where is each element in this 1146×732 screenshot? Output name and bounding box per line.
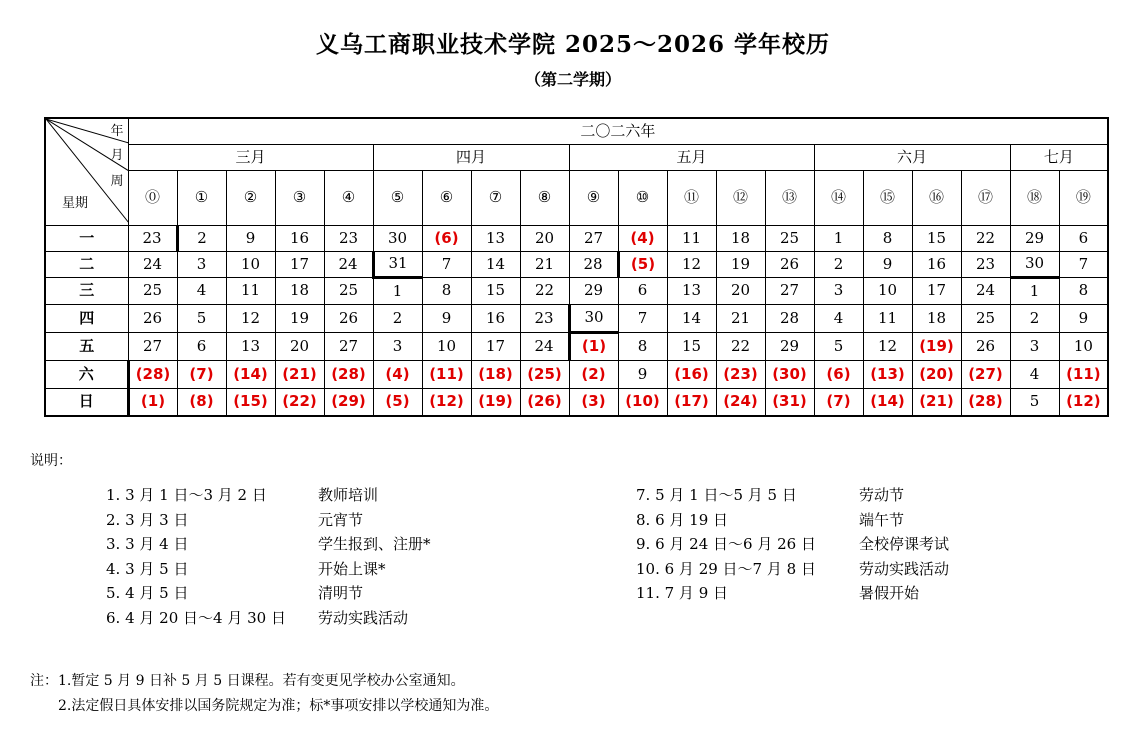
corner-year-label: 年 — [110, 124, 124, 139]
footer-line: 2.法定假日具体安排以国务院规定为准；标*事项安排以学校通知为准。 — [30, 698, 499, 714]
page-title: 义乌工商职业技术学院 2025～2026 学年校历 — [315, 31, 831, 58]
holiday-date-cell: (25) — [520, 360, 569, 388]
date-cell: 23 — [324, 225, 373, 251]
holiday-date-cell: (30) — [765, 360, 814, 388]
date-cell: 5 — [177, 304, 226, 332]
note-event: 端午节 — [859, 510, 905, 529]
holiday-date-cell: (5) — [618, 251, 667, 277]
weekday-label: 四 — [45, 304, 128, 332]
holiday-date-cell: (22) — [275, 388, 324, 416]
date-cell: 29 — [765, 332, 814, 360]
holiday-date-cell: (12) — [422, 388, 471, 416]
date-cell: 20 — [520, 225, 569, 251]
date-cell: 2 — [814, 251, 863, 277]
date-cell: 14 — [471, 251, 520, 277]
holiday-date-cell: (6) — [814, 360, 863, 388]
holiday-date-cell: (3) — [569, 388, 618, 416]
weekday-label: 六 — [45, 360, 128, 388]
date-cell: 21 — [716, 304, 765, 332]
date-cell: 11 — [226, 277, 275, 304]
holiday-date-cell: (23) — [716, 360, 765, 388]
note-event: 元宵节 — [318, 510, 364, 529]
date-cell: 18 — [275, 277, 324, 304]
date-cell: 13 — [226, 332, 275, 360]
table-row — [45, 360, 1108, 388]
table-row — [45, 251, 1108, 277]
holiday-date-cell: (13) — [863, 360, 912, 388]
date-cell: 16 — [471, 304, 520, 332]
week-number: ⑬ — [765, 170, 814, 225]
holiday-date-cell: (18) — [471, 360, 520, 388]
note-date: 8. 6 月 19 日 — [636, 510, 729, 529]
note-event: 暑假开始 — [859, 584, 920, 603]
date-cell: 5 — [814, 332, 863, 360]
table-row — [45, 304, 1108, 332]
date-cell: 20 — [275, 332, 324, 360]
date-cell: 4 — [814, 304, 863, 332]
note-date: 5. 4 月 5 日 — [106, 584, 189, 603]
week-number: ⑭ — [814, 170, 863, 225]
month-header: 六月 — [814, 144, 1010, 170]
date-cell: 24 — [520, 332, 569, 360]
date-cell: 15 — [667, 332, 716, 360]
note-date: 11. 7 月 9 日 — [636, 584, 729, 603]
date-cell: 25 — [324, 277, 373, 304]
date-cell: 11 — [667, 225, 716, 251]
holiday-date-cell: (17) — [667, 388, 716, 416]
week-number: ⑯ — [912, 170, 961, 225]
week-number: ⑮ — [863, 170, 912, 225]
date-cell: 17 — [912, 277, 961, 304]
date-cell: 9 — [422, 304, 471, 332]
date-cell: 10 — [1059, 332, 1108, 360]
holiday-date-cell: (19) — [471, 388, 520, 416]
holiday-date-cell: (11) — [422, 360, 471, 388]
date-cell: 17 — [275, 251, 324, 277]
note-event: 学生报到、注册* — [318, 535, 431, 554]
table-row — [45, 277, 1108, 304]
date-cell: 20 — [716, 277, 765, 304]
week-number: ② — [226, 170, 275, 225]
note-event: 教师培训 — [318, 486, 379, 504]
holiday-date-cell: (1) — [128, 388, 177, 416]
note-event: 开始上课* — [318, 559, 386, 578]
holiday-date-cell: (4) — [618, 225, 667, 251]
week-number: ⓪ — [128, 170, 177, 225]
week-number: ⑩ — [618, 170, 667, 225]
note-event: 劳动节 — [859, 486, 905, 504]
holiday-date-cell: (16) — [667, 360, 716, 388]
date-cell: 25 — [128, 277, 177, 304]
date-cell: 12 — [226, 304, 275, 332]
date-cell: 18 — [716, 225, 765, 251]
date-cell: 31 — [373, 251, 422, 277]
date-cell: 22 — [961, 225, 1010, 251]
date-cell: 25 — [765, 225, 814, 251]
date-cell: 6 — [618, 277, 667, 304]
month-header: 五月 — [569, 144, 814, 170]
date-cell: 8 — [422, 277, 471, 304]
holiday-date-cell: (15) — [226, 388, 275, 416]
holiday-date-cell: (7) — [177, 360, 226, 388]
date-cell: 7 — [422, 251, 471, 277]
week-number: ⑪ — [667, 170, 716, 225]
holiday-date-cell: (27) — [961, 360, 1010, 388]
date-cell: 1 — [373, 277, 422, 304]
holiday-date-cell: (2) — [569, 360, 618, 388]
date-cell: 15 — [471, 277, 520, 304]
note-event: 清明节 — [318, 584, 364, 603]
note-date: 1. 3 月 1 日～3 月 2 日 — [106, 486, 267, 504]
date-cell: 28 — [569, 251, 618, 277]
note-date: 3. 3 月 4 日 — [106, 535, 189, 554]
holiday-date-cell: (21) — [275, 360, 324, 388]
holiday-date-cell: (6) — [422, 225, 471, 251]
date-cell: 10 — [226, 251, 275, 277]
footer-line: 注：1.暂定 5 月 9 日补 5 月 5 日课程。若有变更见学校办公室通知。 — [30, 673, 465, 689]
note-date: 7. 5 月 1 日～5 月 5 日 — [636, 486, 797, 504]
note-date: 9. 6 月 24 日～6 月 26 日 — [636, 535, 816, 554]
note-event: 劳动实践活动 — [859, 559, 950, 578]
date-cell: 23 — [128, 225, 177, 251]
week-number: ① — [177, 170, 226, 225]
holiday-date-cell: (12) — [1059, 388, 1108, 416]
date-cell: 17 — [471, 332, 520, 360]
date-cell: 29 — [569, 277, 618, 304]
date-cell: 27 — [569, 225, 618, 251]
date-cell: 3 — [814, 277, 863, 304]
date-cell: 1 — [1010, 277, 1059, 304]
date-cell: 8 — [1059, 277, 1108, 304]
week-number: ⑱ — [1010, 170, 1059, 225]
date-cell: 15 — [912, 225, 961, 251]
date-cell: 6 — [1059, 225, 1108, 251]
month-header: 三月 — [128, 144, 373, 170]
note-event: 全校停课考试 — [859, 535, 950, 554]
date-cell: 10 — [422, 332, 471, 360]
corner-weekday-label: 星期 — [62, 196, 89, 211]
date-cell: 24 — [128, 251, 177, 277]
month-header: 七月 — [1010, 144, 1108, 170]
date-cell: 1 — [814, 225, 863, 251]
holiday-date-cell: (28) — [324, 360, 373, 388]
date-cell: 22 — [520, 277, 569, 304]
table-corner — [45, 118, 128, 225]
date-cell: 25 — [961, 304, 1010, 332]
holiday-date-cell: (10) — [618, 388, 667, 416]
date-cell: 13 — [471, 225, 520, 251]
date-cell: 3 — [177, 251, 226, 277]
date-cell: 16 — [912, 251, 961, 277]
date-cell: 9 — [863, 251, 912, 277]
holiday-date-cell: (11) — [1059, 360, 1108, 388]
holiday-date-cell: (28) — [961, 388, 1010, 416]
week-number: ⑦ — [471, 170, 520, 225]
date-cell: 2 — [373, 304, 422, 332]
holiday-date-cell: (4) — [373, 360, 422, 388]
date-cell: 2 — [1010, 304, 1059, 332]
date-cell: 3 — [1010, 332, 1059, 360]
date-cell: 8 — [618, 332, 667, 360]
date-cell: 28 — [765, 304, 814, 332]
week-number: ⑨ — [569, 170, 618, 225]
date-cell: 19 — [716, 251, 765, 277]
table-row — [45, 225, 1108, 251]
date-cell: 26 — [324, 304, 373, 332]
date-cell: 2 — [177, 225, 226, 251]
date-cell: 26 — [128, 304, 177, 332]
date-cell: 21 — [520, 251, 569, 277]
weekday-label: 日 — [45, 388, 128, 416]
date-cell: 23 — [961, 251, 1010, 277]
date-cell: 30 — [569, 304, 618, 332]
holiday-date-cell: (14) — [226, 360, 275, 388]
holiday-date-cell: (5) — [373, 388, 422, 416]
date-cell: 12 — [863, 332, 912, 360]
date-cell: 19 — [275, 304, 324, 332]
date-cell: 4 — [1010, 360, 1059, 388]
holiday-date-cell: (8) — [177, 388, 226, 416]
date-cell: 27 — [128, 332, 177, 360]
calendar-table — [44, 117, 1109, 417]
weekday-label: 三 — [45, 277, 128, 304]
date-cell: 18 — [912, 304, 961, 332]
date-cell: 30 — [1010, 251, 1059, 277]
date-cell: 7 — [1059, 251, 1108, 277]
date-cell: 9 — [1059, 304, 1108, 332]
holiday-date-cell: (26) — [520, 388, 569, 416]
holiday-date-cell: (21) — [912, 388, 961, 416]
date-cell: 3 — [373, 332, 422, 360]
week-number: ⑲ — [1059, 170, 1108, 225]
week-number: ⑤ — [373, 170, 422, 225]
date-cell: 5 — [1010, 388, 1059, 416]
weekday-label: 二 — [45, 251, 128, 277]
holiday-date-cell: (24) — [716, 388, 765, 416]
date-cell: 12 — [667, 251, 716, 277]
date-cell: 27 — [765, 277, 814, 304]
corner-month-label: 月 — [110, 148, 124, 163]
page-subtitle: （第二学期） — [524, 70, 621, 89]
holiday-date-cell: (31) — [765, 388, 814, 416]
date-cell: 7 — [618, 304, 667, 332]
date-cell: 26 — [765, 251, 814, 277]
note-date: 6. 4 月 20 日～4 月 30 日 — [106, 609, 286, 627]
weekday-label: 一 — [45, 225, 128, 251]
date-cell: 29 — [1010, 225, 1059, 251]
date-cell: 4 — [177, 277, 226, 304]
holiday-date-cell: (7) — [814, 388, 863, 416]
corner-week-label: 周 — [110, 174, 124, 189]
date-cell: 11 — [863, 304, 912, 332]
note-date: 4. 3 月 5 日 — [106, 559, 189, 578]
month-header: 四月 — [373, 144, 569, 170]
date-cell: 10 — [863, 277, 912, 304]
weekday-label: 五 — [45, 332, 128, 360]
date-cell: 9 — [226, 225, 275, 251]
date-cell: 8 — [863, 225, 912, 251]
note-date: 10. 6 月 29 日～7 月 8 日 — [636, 559, 816, 578]
date-cell: 6 — [177, 332, 226, 360]
holiday-date-cell: (28) — [128, 360, 177, 388]
holiday-date-cell: (20) — [912, 360, 961, 388]
date-cell: 23 — [520, 304, 569, 332]
date-cell: 9 — [618, 360, 667, 388]
date-cell: 24 — [324, 251, 373, 277]
week-number: ⑫ — [716, 170, 765, 225]
holiday-date-cell: (29) — [324, 388, 373, 416]
note-date: 2. 3 月 3 日 — [106, 510, 189, 529]
year-header: 二〇二六年 — [128, 118, 1108, 144]
date-cell: 16 — [275, 225, 324, 251]
date-cell: 27 — [324, 332, 373, 360]
note-event: 劳动实践活动 — [318, 609, 409, 627]
table-row — [45, 388, 1108, 416]
week-number: ⑧ — [520, 170, 569, 225]
table-row — [45, 332, 1108, 360]
holiday-date-cell: (14) — [863, 388, 912, 416]
week-number: ⑰ — [961, 170, 1010, 225]
week-number: ⑥ — [422, 170, 471, 225]
holiday-date-cell: (19) — [912, 332, 961, 360]
date-cell: 30 — [373, 225, 422, 251]
week-number: ③ — [275, 170, 324, 225]
date-cell: 24 — [961, 277, 1010, 304]
holiday-date-cell: (1) — [569, 332, 618, 360]
date-cell: 26 — [961, 332, 1010, 360]
week-number: ④ — [324, 170, 373, 225]
date-cell: 22 — [716, 332, 765, 360]
notes-heading: 说明： — [30, 453, 72, 469]
date-cell: 13 — [667, 277, 716, 304]
date-cell: 14 — [667, 304, 716, 332]
